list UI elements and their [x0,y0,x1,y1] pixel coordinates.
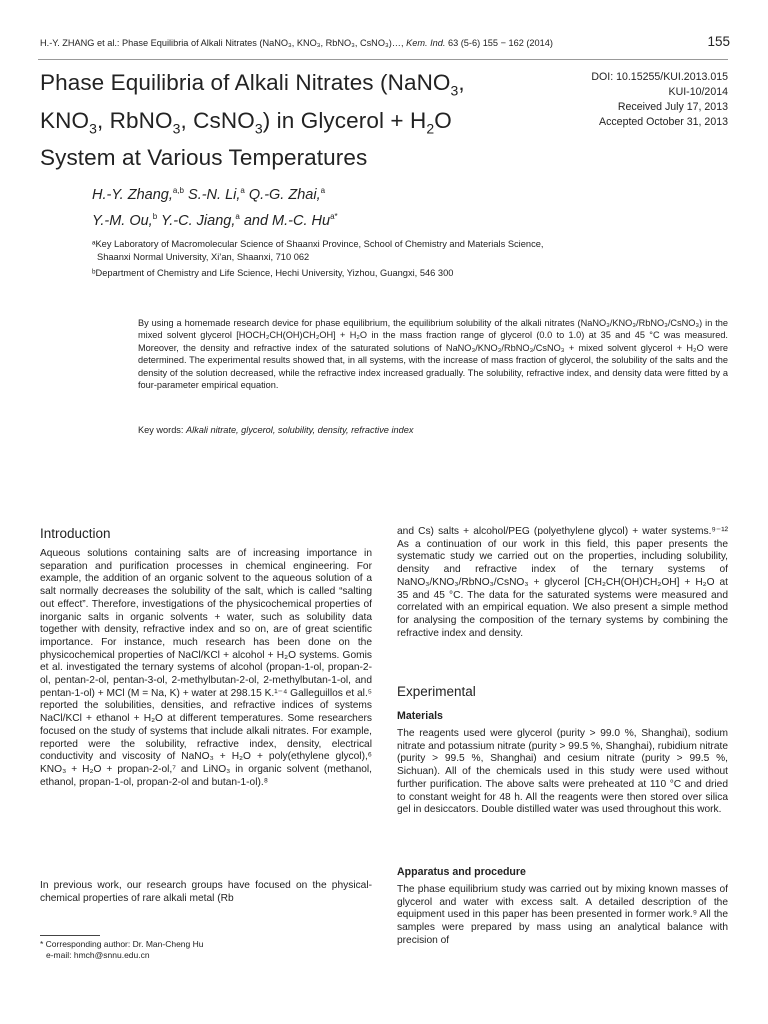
keywords [138,425,728,435]
article-title [40,68,540,172]
title-part: , RbNO [96,107,173,133]
introduction-heading: Introduction [40,526,111,541]
apparatus-heading: Apparatus and procedure [397,866,526,878]
author-affil-mark: a [240,186,245,195]
author: Y.-C. Jiang, [157,212,236,229]
author-list [92,180,532,232]
materials-paragraph: The reagents used were glycerol (purity > 99.0 %, Shanghai), sodium nitrate and potassium nitrate (purity > 99.5 %, Shanghai), rubidium nitrate (purity > 99.5 %, Shanghai) and cesium nitrate (purity > 99.5 %, Sichuan). All of the chemicals used in this study were used without further purification. The above salts were preheated at 110 °C and dried to constant weight for 48 h. All the reagents were then stored over silica gel in desiccators. Double distilled water was used throughout this work. [397,728,728,816]
footnote [40,939,370,961]
title-sub: 3 [450,82,459,99]
affiliation-a: ᵃKey Laboratory of Macromolecular Science of Shaanxi Province, School of Chemistry and Materials Science, Shaanxi Normal University, Xi’an, Shaanxi, 710 062 [92,239,544,262]
title-sub: 2 [426,120,435,136]
title-sub: 3 [254,120,263,136]
page-number: 155 [707,34,730,49]
citation: 63 (5-6) 155 − 162 (2014) [447,38,553,48]
title-sub: 3 [89,120,97,136]
author-affil-mark: b [152,211,158,221]
author: Y.-M. Ou, [92,212,153,229]
title-part: ) in Glycerol + H [262,107,427,133]
received-date: Received July 17, 2013 [617,101,728,113]
corresponding-author: * Corresponding author: Dr. Man-Cheng Hu [40,939,204,949]
title-part: , CsNO [180,107,255,133]
author: and M.-C. Hu [239,212,331,229]
journal-name: Kem. Ind. [406,38,446,48]
keywords-list: Alkali nitrate, glycerol, solubility, density, refractive index [186,425,414,435]
materials-heading: Materials [397,710,443,722]
author: H.-Y. Zhang, [92,186,173,203]
title-part: , [458,70,465,95]
keywords-label: Key words: [138,425,184,435]
abstract: By using a homemade research device for phase equilibrium, the equilibrium solubility of the alkali nitrates (NaNO₃/KNO₃/RbNO₃/CsNO₃) in the mixed solvent glycerol [HOCH₂CH(OH)CH₂OH] + H₂O in the mass fraction range of glycerol (0.0 to 1.0) at 35 and 45 °C was measured. Moreover, the density and refractive index of the saturated solutions of NaNO₃/KNO₃/RbNO₃/CsNO₃ + mixed solvent glycerol + H₂O were determined. The experimental results showed that, in all systems, with the increase of mass fraction of glycerol, the solubility of the salts and the density of the solution decreased, while the refractive index increased gradually. The solubility, refractive index, and density data were fitted by a four-parameter empirical equation. [138,318,728,391]
title-part: System at Various Temperatures [40,145,368,170]
introduction-paragraph-2: In previous work, our research groups have focused on the physical-chemical properties of rare alkali metal (Rb [40,880,372,904]
experimental-heading: Experimental [397,684,476,699]
author-affil-mark: a [320,186,326,195]
affiliation-b: ᵇDepartment of Chemistry and Life Science, Hechi University, Yizhou, Guangxi, 546 300 [92,268,454,278]
apparatus-paragraph: The phase equilibrium study was carried out by mixing known masses of glycerol and water with excess salt. A detailed description of the equipment used in this paper has been presented in former work.⁹ All the samples were prepared by mass using an analytical balance with precision of [397,884,728,946]
introduction-paragraph-1: Aqueous solutions containing salts are of increasing importance in separation and purification processes in chemical engineering. For example, the addition of an organic solvent to the aqueous solution of a salt normally decreases the solubility of the salt, which is called “salting out effect”. Therefore, investigations of the physicochemical properties of inorganic salts in organic solvents + water, such as solubility data together with density, refractive index and so on, are of great scientific importance. For instance, much research has been done on the physicochemical properties of NaCl/KCl + alcohol + H₂O systems. Gomis et al. investigated the ternary systems of alcohol (propan-1-ol, propan-2-ol, pentan-2-ol, pentan-3-ol, 2-methylbutan-2-ol, 2-methylbutan-1-ol, and pentan-1-ol) + MCl (M = Na, K) + water at 298.15 K.¹⁻⁴ Galleguillos et al.⁵ reported the solubilities, densities, and refractive indices of systems NaCl/KCl + ethanol + H₂O at different temperatures. Some researchers focused on the study of systems that include alkali nitrates. For example, reported were the solubility, refractive index, density, electrical conductivity and viscosity of NaNO₃ + H₂O + poly(ethylene glycol),⁶ KNO₃ + H₂O + propan-2-ol,⁷ and LiNO₃ in organic solvent (methanol, ethanol, propan-1-ol, propan-2-ol and butan-1-ol).⁸ [40,548,372,788]
introduction-continuation: and Cs) salts + alcohol/PEG (polyethylene glycol) + water systems.⁹⁻¹² As a continuation of our work in this field, this paper presents the systematic study we carried out on the properties, including solubility, density and refractive index of the ternary systems of NaNO₃/KNO₃/RbNO₃/CsNO₃ + glycerol [CH₂CH(OH)CH₂OH] + H₂O at 35 and 45 °C. The data for the saturated systems were measured and correlated with an empirical equation. We also present a simple method for analysing the composition of the ternary systems by combining the refractive index and density. [397,526,728,639]
article-meta [508,70,728,130]
kui-code: KUI-10/2014 [668,86,728,98]
running-header [40,38,640,48]
title-part: Phase Equilibria of Alkali Nitrates (NaNO [40,70,451,95]
author-affil-mark: a [235,211,240,221]
author-affil-mark: a* [330,211,338,221]
author: Q.-G. Zhai, [244,186,321,203]
author-email: e-mail: hmch@snnu.edu.cn [46,950,150,960]
affiliations [92,238,552,284]
title-part: KNO [40,107,90,133]
doi: DOI: 10.15255/KUI.2013.015 [591,71,728,83]
author-affil-mark: a,b [172,186,184,195]
title-sub: 3 [172,120,181,136]
title-part: O [434,107,452,133]
header-rule [38,59,728,60]
accepted-date: Accepted October 31, 2013 [599,116,728,128]
footnote-rule [40,935,100,936]
running-head-text: H.-Y. ZHANG et al.: Phase Equilibria of Alkali Nitrates (NaNO₃, KNO₃, RbNO₃, CsNO₃)…, [40,38,404,48]
author: S.-N. Li, [184,186,241,203]
